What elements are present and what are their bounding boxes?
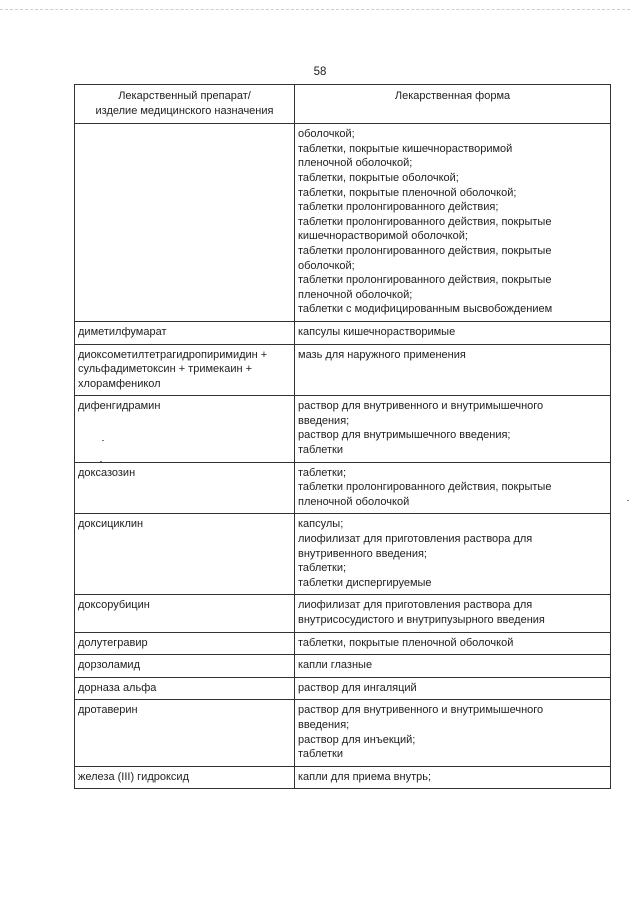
dosage-form-line: внутривенного введения; (298, 547, 427, 560)
header-form-line: Лекарственная форма (394, 90, 511, 102)
drug-name-cell (75, 124, 295, 322)
dosage-form-line: таблетки с модифицированным высвобождением (298, 303, 553, 316)
dosage-form-cell (295, 514, 611, 595)
drug-name-cell: долутегравир (75, 632, 295, 655)
dosage-form-line: таблетки (298, 748, 344, 761)
dosage-form-line: таблетки пролонгированного действия, покрытые (298, 274, 552, 287)
dosage-form-cell (295, 344, 611, 396)
dosage-form-line: лиофилизат для приготовления раствора для (298, 599, 533, 612)
drug-name-cell: дротаверин (75, 700, 295, 766)
dosage-form-line: раствор для внутривенного и внутримышечного (298, 704, 544, 717)
table-row (75, 595, 611, 632)
table-row (75, 766, 611, 789)
scan-speck (627, 500, 629, 501)
drug-name-cell: дифенгидрамин (75, 396, 295, 462)
table-row (75, 632, 611, 655)
table-row (75, 462, 611, 514)
dosage-form-cell (295, 595, 611, 632)
dosage-form-line: мазь для наружного применения (298, 348, 466, 361)
header-drug-line: изделие медицинского назначения (95, 104, 274, 117)
drug-name-cell: доксициклин (75, 514, 295, 595)
dosage-form-line: оболочкой; (298, 128, 355, 141)
dosage-form-line: таблетки, покрытые пленочной оболочкой (298, 636, 514, 649)
dosage-form-line: таблетки диспергируемые (298, 576, 432, 589)
dosage-form-line: внутрисосудистого и внутрипузырного введения (298, 614, 545, 626)
dosage-form-line: таблетки пролонгированного действия, покрытые (298, 481, 552, 494)
drug-name-cell: доксорубицин (75, 595, 295, 632)
dosage-form-line: таблетки (298, 444, 344, 457)
drug-name-cell: диоксометилтетрагидропиримидин + сульфадиметоксин + тримекаин + хлорамфеникол (75, 344, 295, 396)
dosage-form-cell (295, 677, 611, 700)
dosage-form-cell (295, 124, 611, 322)
table-row (75, 124, 611, 322)
table-row (75, 396, 611, 462)
dosage-form-line: таблетки; (298, 466, 347, 479)
header-form (295, 85, 611, 124)
dosage-form-cell (295, 632, 611, 655)
scan-edge-line (0, 9, 630, 10)
dosage-form-line: капсулы кишечнорастворимые (298, 325, 456, 338)
dosage-form-cell (295, 766, 611, 789)
dosage-form-cell (295, 462, 611, 514)
table-row (75, 344, 611, 396)
dosage-form-line: введения; (298, 414, 350, 427)
page-number: 58 (313, 66, 327, 78)
dosage-form-line: введения; (298, 718, 350, 731)
dosage-form-line: пленочной оболочкой (298, 495, 410, 508)
dosage-form-line: таблетки пролонгированного действия; (298, 201, 499, 214)
dosage-form-line: кишечнорастворимой оболочкой; (298, 230, 468, 243)
drug-name-cell: доксазозин (75, 462, 295, 514)
drug-name-cell: диметилфумарат (75, 321, 295, 344)
scan-speck (102, 440, 104, 441)
dosage-form-line: таблетки, покрытые оболочкой; (298, 171, 459, 184)
table-header-row (75, 85, 611, 124)
dosage-form-line: раствор для ингаляций (298, 681, 417, 694)
dosage-form-line: раствор для внутривенного и внутримышечного (298, 400, 544, 413)
table-body (75, 124, 611, 789)
dosage-form-line: пленочной оболочкой; (298, 157, 413, 170)
table-row (75, 700, 611, 766)
drug-forms-table (74, 84, 611, 789)
dosage-form-line: таблетки; (298, 562, 347, 575)
table-row (75, 677, 611, 700)
dosage-form-line: капсулы; (298, 518, 344, 531)
dosage-form-line: таблетки пролонгированного действия, покрытые (298, 244, 552, 257)
table-row (75, 655, 611, 678)
dosage-form-cell (295, 700, 611, 766)
dosage-form-cell (295, 655, 611, 678)
table-row (75, 321, 611, 344)
dosage-form-line: капли для приема внутрь; (298, 770, 432, 783)
scan-speck (100, 461, 102, 462)
dosage-form-cell (295, 321, 611, 344)
dosage-form-line: капли глазные (298, 659, 373, 672)
dosage-form-line: лиофилизат для приготовления раствора для (298, 533, 533, 546)
dosage-form-line: пленочной оболочкой; (298, 288, 413, 301)
dosage-form-line: таблетки, покрытые пленочной оболочкой; (298, 186, 517, 199)
header-drug (75, 85, 295, 124)
table-row (75, 514, 611, 595)
dosage-form-line: раствор для внутримышечного введения; (298, 429, 511, 442)
dosage-form-cell (295, 396, 611, 462)
dosage-form-line: раствор для инъекций; (298, 733, 416, 746)
drug-name-cell: дорзоламид (75, 655, 295, 678)
header-drug-line: Лекарственный препарат/ (118, 90, 251, 102)
dosage-form-line: таблетки пролонгированного действия, покрытые (298, 215, 552, 228)
drug-name-cell: железа (III) гидроксид (75, 766, 295, 789)
drug-name-cell: дорназа альфа (75, 677, 295, 700)
dosage-form-line: оболочкой; (298, 259, 355, 272)
dosage-form-line: таблетки, покрытые кишечнорастворимой (298, 142, 513, 155)
